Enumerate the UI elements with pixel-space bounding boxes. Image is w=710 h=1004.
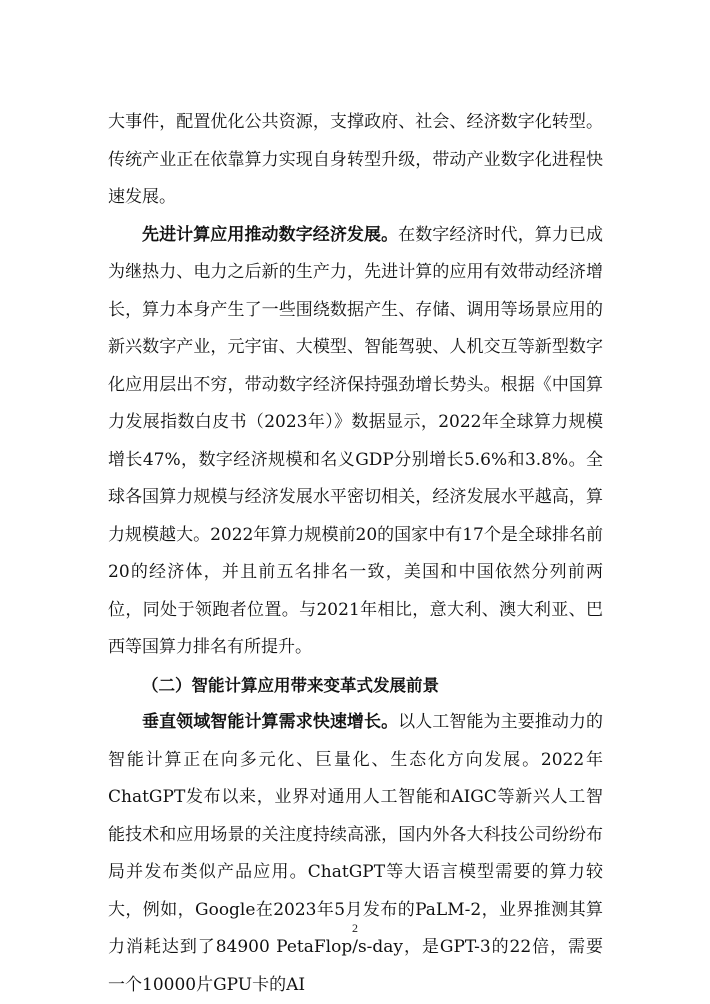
page-number: 2 <box>352 921 358 935</box>
paragraph-3-text: 以人工智能为主要推动力的智能计算正在向多元化、巨量化、生态化方向发展。2022年ChatGPT发布以来，业界对通用人工智能和AIGC等新兴人工智能技术和应用场景的关注度持续高涨，国内外各大科技公司纷纷布局并发布类似产品应用。ChatGPT等大语言模型需要的算力较大，例如，Google在2023年5月发布的PaLM-2，业界推测其算力消耗达到了84900 PetaFlop/s-day，是GPT-3的22倍，需要一个10000片GPU卡的AI <box>108 712 604 995</box>
paragraph-2-lead: 先进计算应用推动数字经济发展。 <box>142 224 399 245</box>
paragraph-3-lead: 垂直领域智能计算需求快速增长。 <box>142 712 399 732</box>
paragraph-1 <box>108 104 603 217</box>
paragraph-3 <box>108 704 603 1004</box>
paragraph-2-text: 在数字经济时代，算力已成为继热力、电力之后新的生产力，先进计算的应用有效带动经济增长，算力本身产生了一些围绕数据产生、存储、调用等场景应用的新兴数字产业，元宇宙、大模型、智能驾驶、人机交互等新型数字化应用层出不穷，带动数字经济保持强劲增长势头。根据《中国算力发展指数白皮书（2023年）》数据显示，2022年全球算力规模增长47%，数字经济规模和名义GDP分别增长5.6%和3.8%。全球各国算力规模与经济发展水平密切相关，经济发展水平越高，算力规模越大。2022年算力规模前20的国家中有17个是全球排名前20的经济体，并且前五名排名一致，美国和中国依然分列前两位，同处于领跑者位置。与2021年相比，意大利、澳大利亚、巴西等国算力排名有所提升。 <box>108 224 604 657</box>
paragraph-2 <box>108 217 603 667</box>
document-body <box>108 104 603 1004</box>
paragraph-1-text: 大事件，配置优化公共资源，支撑政府、社会、经济数字化转型。传统产业正在依靠算力实现自身转型升级，带动产业数字化进程快速发展。 <box>108 112 603 207</box>
section-heading: （二）智能计算应用带来变革式发展前景 <box>142 675 439 695</box>
